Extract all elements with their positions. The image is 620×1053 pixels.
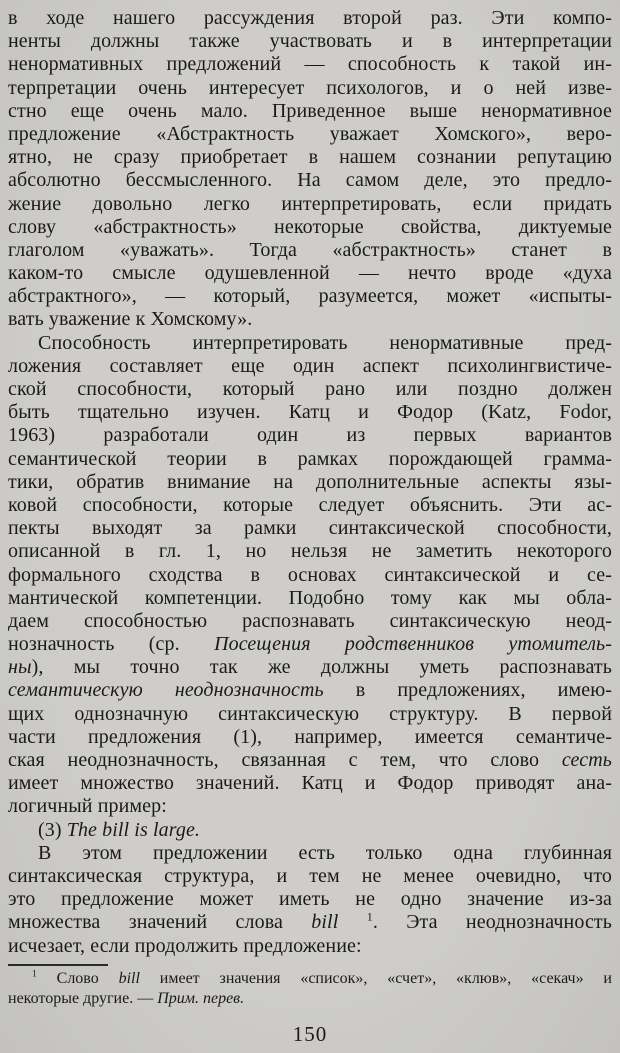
text-line: семантической теории в рамках порождающей грамма-: [8, 447, 612, 470]
text-line: абсолютно бессмысленного. На самом деле, это предло-: [8, 169, 612, 192]
text-line: абстрактного», — который, разумеется, может «испыты-: [8, 285, 612, 308]
text-line: некоторые другие. — Прим. перев.: [8, 990, 245, 1008]
text-line: терпретации очень интересует психологов, и о ней изве-: [8, 76, 612, 99]
text-line: В этом предложении есть только одна глубинная: [38, 841, 612, 864]
text-line: Способность интерпретировать ненормативные пред-: [38, 331, 612, 354]
text-line: это предложение может иметь не одно значение из-за: [8, 888, 612, 911]
text-line: быть тщательно изучен. Катц и Фодор (Katz, Fodor,: [8, 401, 612, 424]
text-line: ненты должны также участвовать и в интерпретации: [8, 30, 612, 53]
text-line: ской способности, который рано или поздно должен: [8, 378, 612, 400]
text-line: (3) The bill is large.: [38, 818, 201, 841]
text-line: предложение «Абстрактность уважает Хомского», веро-: [8, 122, 612, 145]
text-line: стно еще очень мало. Приведенное выше ненормативное: [8, 99, 612, 122]
text-line: жение довольно легко интерпретировать, если придать: [8, 192, 612, 215]
text-line: щих однозначную синтаксическую структуру. В первой: [8, 702, 612, 725]
text-line: имеет множество значений. Катц и Фодор приводят ана-: [8, 772, 612, 795]
text-line: ковой способности, которые следует объяснить. Эти ас-: [8, 493, 612, 516]
text-line: ская неоднозначность, связанная с тем, что слово сесть: [8, 749, 612, 771]
text-line: логичный пример:: [8, 795, 167, 818]
text-line: глаголом «уважать». Тогда «абстрактность» станет в: [8, 238, 612, 261]
text-line: части предложения (1), например, имеется семантиче-: [8, 725, 612, 748]
text-line: в ходе нашего рассуждения второй раз. Эти компо-: [8, 7, 612, 29]
text-line: синтаксическая структура, и тем не менее очевидно, что: [8, 864, 612, 887]
footnote-divider: [8, 964, 108, 966]
page-number: 150: [292, 1021, 328, 1046]
text-line: семантическую неоднозначность в предложениях, имею-: [8, 679, 612, 702]
text-line: ложения составляет еще один аспект психолингвистиче-: [8, 354, 612, 377]
text-line: мантической компетенции. Подобно тому как мы обла-: [8, 586, 612, 609]
text-line: исчезает, если продолжить предложение:: [8, 934, 362, 957]
text-line: вать уважение к Хомскому».: [8, 308, 253, 331]
text-line: слову «абстрактность» некоторые свойства, диктуемые: [8, 215, 612, 238]
text-line: $^1$ Слово bill имеет значения «список», «счет», «клюв», «секач» и: [32, 968, 612, 987]
footnote: [8, 969, 612, 1010]
text-line: нозначность (ср. Посещения родственников утомитель-: [8, 633, 612, 656]
text-line: ятно, не сразу приобретает в нашем сознании репутацию: [8, 146, 612, 169]
text-line: ны), мы точно так же должны уметь распознавать: [8, 656, 612, 679]
text-line: ненормативных предложений — способность к такой ин-: [8, 53, 612, 76]
text-line: описанной в гл. 1, но нельзя не заметить некоторого: [8, 540, 612, 563]
text-line: каком-то смысле одушевленной — нечто вроде «духа: [8, 262, 612, 285]
text-line: даем способностью распознавать синтаксическую неод-: [8, 609, 612, 632]
text-line: 1963) разработали один из первых вариантов: [8, 424, 612, 447]
text-line: пекты выходят за рамки синтаксической способности,: [8, 517, 612, 540]
text-line: множества значений слова bill $^1$. Эта неоднозначность: [8, 911, 612, 934]
text-line: формального сходства в основах синтаксической и се-: [8, 563, 612, 586]
body-text: [8, 7, 612, 958]
text-line: тики, обратив внимание на дополнительные аспекты язы-: [8, 470, 612, 493]
